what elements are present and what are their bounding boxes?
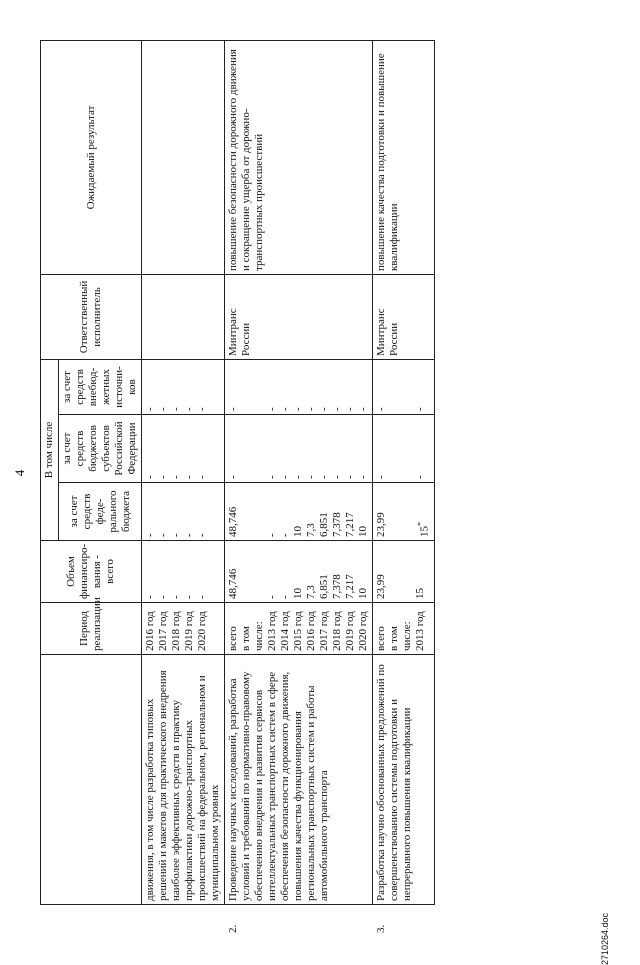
regional-value — [253, 418, 266, 479]
table-row — [225, 40, 373, 904]
federal-value: 7,378 — [331, 512, 343, 537]
federal-value: 15* — [416, 522, 431, 537]
regional-value: - — [292, 475, 304, 479]
row-federal-cell — [225, 483, 373, 541]
extra-value — [388, 363, 401, 411]
federal-value: 10 — [292, 526, 304, 537]
header-responsible: Ответственный исполнитель — [41, 274, 142, 359]
row-volume-cell — [142, 541, 225, 603]
volume-value: 7,3 — [305, 585, 317, 599]
row-federal-cell — [373, 483, 435, 541]
extra-value: - — [292, 407, 304, 411]
extra-value: - — [196, 407, 208, 411]
federal-value: 7,3 — [305, 523, 317, 537]
row-description-cell — [373, 655, 435, 933]
row-regional-cell — [225, 415, 373, 483]
row-description: движения, в том числе разработка типовых решений и макетов для практического внедрения наиболее эффективных средств в практику профилактики дорожно-транспортных происшествий на федеральном, региональном и муниципальном уровнях — [144, 670, 221, 901]
extra-value: - — [279, 407, 291, 411]
periods-value: 2020 год — [196, 611, 208, 651]
volume-value: - — [196, 595, 208, 599]
volume-value: 23,99 — [375, 574, 387, 599]
extra-value: - — [170, 407, 182, 411]
federal-value: - — [196, 533, 208, 537]
federal-value — [401, 486, 414, 537]
extra-value: - — [318, 407, 330, 411]
periods-value: 2015 год — [292, 611, 304, 651]
header-extra: за счет средств внебюд-жетных источни-ков — [59, 359, 142, 414]
volume-value: - — [266, 595, 278, 599]
regional-value: - — [414, 475, 426, 479]
extra-value: - — [183, 407, 195, 411]
extra-value: - — [157, 407, 169, 411]
extra-value — [240, 363, 253, 411]
regional-value: - — [144, 475, 156, 479]
row-volume-cell — [225, 541, 373, 603]
volume-value: 10 — [357, 588, 369, 599]
header-federal: за счет средств феде-рального бюджета — [59, 483, 142, 541]
federal-value: 48,746 — [227, 506, 239, 537]
row-number: 2. — [227, 924, 239, 933]
row-description-cell — [142, 655, 225, 905]
row-periods-cell — [142, 603, 225, 655]
regional-value: - — [279, 475, 291, 479]
rotated-table-page — [12, 41, 610, 965]
page-number: 4 — [12, 469, 27, 477]
header-regional: за счет средств бюджетов субъектов Российской Федерации — [59, 415, 142, 483]
volume-value: 10 — [292, 588, 304, 599]
row-volume-cell — [373, 541, 435, 603]
row-description: Разработка научно обоснованных предложений по совершенствованию системы подготовки и непрерывного повышения квалификации — [375, 664, 413, 901]
extra-value: - — [414, 407, 426, 411]
row-responsible: Минтранс России — [225, 274, 373, 359]
federal-value: - — [279, 533, 291, 537]
federal-value: - — [170, 533, 182, 537]
regional-value: - — [170, 475, 182, 479]
row-result — [142, 40, 225, 274]
regional-value: - — [157, 475, 169, 479]
federal-value: - — [266, 533, 278, 537]
federal-value — [388, 486, 401, 537]
volume-value — [253, 544, 266, 599]
volume-value: - — [279, 595, 291, 599]
federal-value: 23,99 — [375, 512, 387, 537]
row-description-cell — [225, 655, 373, 933]
table-body — [142, 40, 435, 933]
periods-value: всего — [227, 626, 239, 651]
table-row — [142, 40, 225, 904]
row-federal-cell — [142, 483, 225, 541]
extra-value: - — [331, 407, 343, 411]
footer-doc-id: 2710264.doc — [600, 912, 610, 965]
periods-value: числе: — [253, 621, 265, 651]
regional-value — [401, 418, 414, 479]
extra-value: - — [266, 407, 278, 411]
header-in-total: В том числе — [41, 359, 59, 540]
row-periods-cell — [373, 603, 435, 655]
volume-value: - — [144, 595, 156, 599]
extra-value: - — [375, 407, 387, 411]
periods-value: 2017 год — [157, 611, 169, 651]
row-regional-cell — [373, 415, 435, 483]
table-row — [373, 40, 435, 904]
row-responsible — [142, 274, 225, 359]
periods-value: всего — [375, 626, 387, 651]
periods-value: 2013 год — [414, 611, 426, 651]
regional-value: - — [344, 475, 356, 479]
row-description: Проведение научных исследований, разработка условий и требований по нормативно-правовому обеспечению внедрения и развития сервисов интеллектуальных транспортных систем в сфере обеспечения безопасности дорожного движения, повышения качества функционирования региональных транспортных систем и работы автомобильного транспорта — [227, 671, 330, 901]
extra-value: - — [357, 407, 369, 411]
row-result: повышение безопасности дорожного движения и сокращение ущерба от дорожно-транспортных происшествий — [225, 40, 373, 274]
federal-value — [240, 486, 253, 537]
periods-value: 2016 год — [144, 611, 156, 651]
regional-value: - — [331, 475, 343, 479]
row-result: повышение качества подготовки и повышение квалификации — [373, 40, 435, 274]
periods-value: 2018 год — [331, 611, 343, 651]
volume-value: 7,378 — [331, 574, 343, 599]
regional-value: - — [196, 475, 208, 479]
federal-value: - — [144, 533, 156, 537]
periods-value: 2017 год — [318, 611, 330, 651]
extra-value: - — [144, 407, 156, 411]
header-result: Ожидаемый результат — [41, 40, 142, 274]
federal-value: 7,217 — [344, 512, 356, 537]
volume-value — [401, 544, 414, 599]
periods-value: в том — [240, 626, 252, 651]
regional-value: - — [375, 475, 387, 479]
regional-value: - — [183, 475, 195, 479]
header-row-1 — [41, 40, 59, 904]
row-extra-cell — [225, 359, 373, 414]
federal-value: 6,851 — [318, 512, 330, 537]
federal-value: 10 — [357, 526, 369, 537]
volume-value: - — [170, 595, 182, 599]
row-extra-cell — [373, 359, 435, 414]
header-description — [41, 655, 142, 905]
volume-value: - — [157, 595, 169, 599]
volume-value — [240, 544, 253, 599]
row-extra-cell — [142, 359, 225, 414]
periods-value: 2019 год — [344, 611, 356, 651]
extra-value — [401, 363, 414, 411]
header-volume: Объем финансиро-вания - всего — [41, 541, 142, 603]
program-table — [40, 40, 435, 933]
regional-value: - — [227, 475, 239, 479]
federal-value — [253, 486, 266, 537]
row-number: 3. — [375, 924, 387, 933]
volume-value: 6,851 — [318, 574, 330, 599]
regional-value — [240, 418, 253, 479]
periods-value: 2014 год — [279, 611, 291, 651]
periods-value: 2019 год — [183, 611, 195, 651]
volume-value — [388, 544, 401, 599]
volume-value: 48,746 — [227, 568, 239, 599]
volume-value: 7,217 — [344, 574, 356, 599]
periods-value: 2013 год — [266, 611, 278, 651]
federal-value: - — [157, 533, 169, 537]
periods-value: 2020 год — [357, 611, 369, 651]
periods-value: числе: — [401, 621, 413, 651]
extra-value: - — [344, 407, 356, 411]
periods-value: 2016 год — [305, 611, 317, 651]
volume-value: - — [183, 595, 195, 599]
volume-value: 15 — [414, 588, 426, 599]
row-regional-cell — [142, 415, 225, 483]
extra-value: - — [227, 407, 239, 411]
extra-value — [253, 363, 266, 411]
federal-value: - — [183, 533, 195, 537]
regional-value: - — [266, 475, 278, 479]
regional-value — [388, 418, 401, 479]
extra-value: - — [305, 407, 317, 411]
row-responsible: Минтранс России — [373, 274, 435, 359]
regional-value: - — [318, 475, 330, 479]
periods-value: 2018 год — [170, 611, 182, 651]
row-periods-cell — [225, 603, 373, 655]
regional-value: - — [357, 475, 369, 479]
header-period: Период реализации — [41, 603, 142, 655]
periods-value: в том — [388, 626, 400, 651]
regional-value: - — [305, 475, 317, 479]
